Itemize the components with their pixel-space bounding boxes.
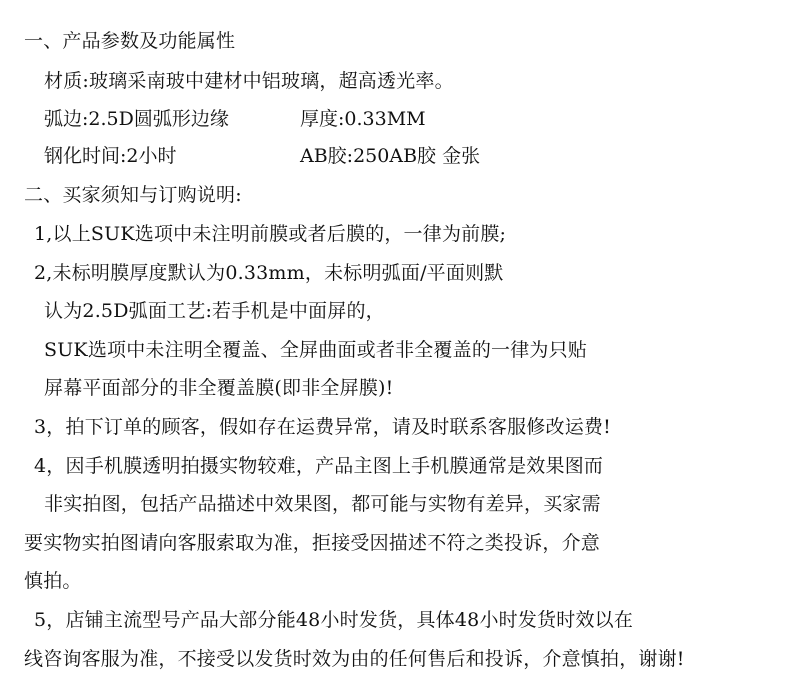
notice-line-6: 3，拍下订单的顾客，假如存在运费异常，请及时联系客服修改运费! xyxy=(34,416,611,438)
tempering-time-spec: 钢化时间:2小时 xyxy=(44,145,177,167)
notice-line-1: 1,以上SUK选项中未注明前膜或者后膜的，一律为前膜; xyxy=(34,223,507,245)
thickness-spec: 厚度:0.33MM xyxy=(300,108,426,130)
notice-line-11: 5，店铺主流型号产品大部分能48小时发货，具体48小时发货时效以在 xyxy=(34,609,634,631)
ab-glue-spec: AB胶:250AB胶 金张 xyxy=(300,145,481,167)
section-1-heading: 一、产品参数及功能属性 xyxy=(24,30,236,52)
notice-line-12: 线咨询客服为准，不接受以发货时效为由的任何售后和投诉，介意慎拍，谢谢! xyxy=(24,648,685,670)
material-line: 材质:玻璃采南玻中建材中铝玻璃，超高透光率。 xyxy=(44,70,454,92)
notice-line-10: 慎拍。 xyxy=(24,570,82,592)
tempering-glue-row xyxy=(0,144,800,168)
notice-line-2: 2,未标明膜厚度默认为0.33mm，未标明弧面/平面则默 xyxy=(34,262,504,284)
notice-line-4: SUK选项中未注明全覆盖、全屏曲面或者非全覆盖的一律为只贴 xyxy=(44,339,588,361)
notice-line-8: 非实拍图，包括产品描述中效果图，都可能与实物有差异，买家需 xyxy=(44,493,601,515)
notice-line-9: 要实物实拍图请向客服索取为准，拒接受因描述不符之类投诉，介意 xyxy=(24,532,601,554)
section-2-heading: 二、买家须知与订购说明: xyxy=(24,184,242,206)
arc-edge-spec: 弧边:2.5D圆弧形边缘 xyxy=(44,108,229,130)
arc-thickness-row xyxy=(0,107,800,131)
notice-line-5: 屏幕平面部分的非全覆盖膜(即非全屏膜)! xyxy=(44,377,394,399)
notice-line-7: 4，因手机膜透明拍摄实物较难，产品主图上手机膜通常是效果图而 xyxy=(34,455,604,477)
notice-line-3: 认为2.5D弧面工艺:若手机是中面屏的， xyxy=(44,300,385,322)
